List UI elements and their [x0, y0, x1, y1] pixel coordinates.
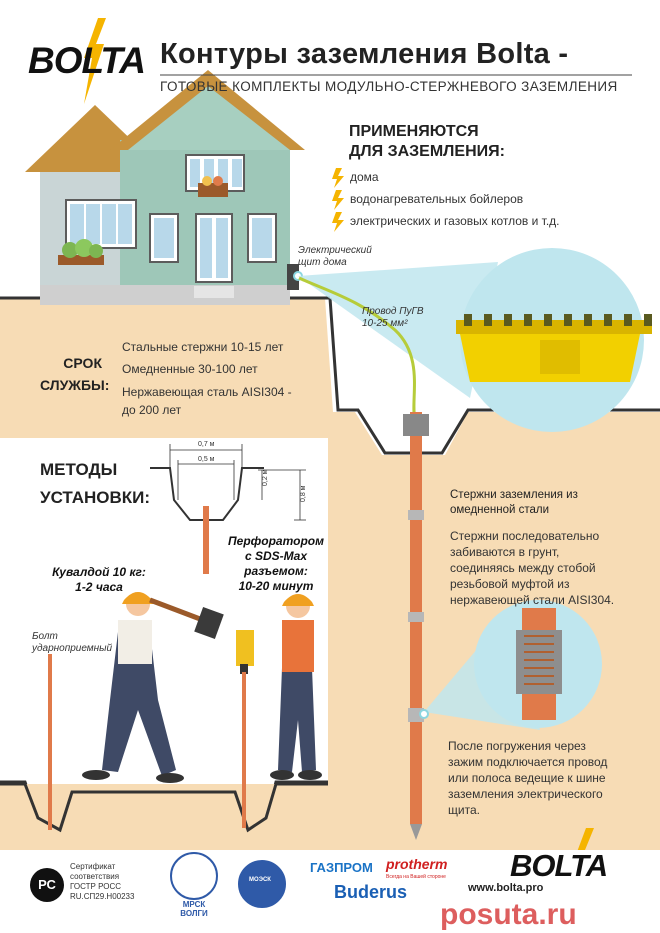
perforator-caption-line: разъемом:	[244, 564, 308, 578]
service-life-item: Нержавеющая сталь AISI304 -	[122, 385, 292, 399]
applies-heading	[349, 122, 505, 162]
bolt-label-line: ударноприемный	[32, 643, 113, 654]
wire-label	[362, 306, 424, 330]
rods-description	[450, 528, 614, 608]
applies-heading-line: ДЛЯ ЗАЗЕМЛЕНИЯ:	[349, 143, 505, 160]
rods-description-line: Стержни последовательно	[450, 529, 600, 543]
rods-connection-note	[448, 738, 607, 818]
mrsk-logo-icon	[170, 852, 218, 900]
service-life-heading-line: СЛУЖБЫ:	[40, 377, 110, 393]
rods-description-line: соединяясь между стобой	[450, 561, 596, 575]
service-life-heading	[40, 352, 110, 396]
bolt-label-line: Болт	[32, 631, 58, 642]
mrsk-logo-line: МРСК	[182, 900, 206, 909]
rods-connection-line: щита.	[448, 803, 480, 817]
sledgehammer-caption-line: Кувалдой 10 кг:	[52, 565, 146, 579]
sledgehammer-caption	[44, 565, 154, 595]
rods-heading	[450, 488, 578, 518]
rods-description-line: нержавеющей стали AISI304.	[450, 593, 615, 607]
rods-connection-line: зажим подключается провод	[448, 755, 608, 769]
dimension-label: 0,2 м	[262, 469, 269, 486]
watermark: posuta.ru	[440, 898, 577, 931]
rods-heading-line: Стержни заземления из	[450, 489, 578, 501]
protherm-logo: protherm	[386, 856, 448, 872]
perforator-caption-line: Перфоратором	[228, 534, 324, 548]
applies-heading-line: ПРИМЕНЯЮТСЯ	[349, 123, 479, 140]
house-illustration	[25, 70, 305, 305]
bolt-label	[32, 631, 112, 655]
bolta-footer-logo: BOLTA	[510, 848, 608, 883]
rods-connection-line: или полоса ведещие к шине	[448, 771, 606, 785]
applies-item: водонагревательных бойлеров	[350, 192, 524, 206]
mrsk-logo-line: ВОЛГИ	[180, 909, 208, 918]
certificate-line: ГОСТР РОСС	[70, 882, 121, 891]
page-subtitle: ГОТОВЫЕ КОМПЛЕКТЫ МОДУЛЬНО-СТЕРЖНЕВОГО ЗАЗЕМЛЕНИЯ	[160, 79, 618, 94]
dimension-label: 0,7 м	[198, 441, 215, 448]
certificate-text	[70, 862, 134, 902]
gazprom-logo: ГАЗПРОМ	[310, 860, 373, 875]
rods-connection-line: заземления электрического	[448, 787, 603, 801]
striking-bolt-rod	[48, 654, 52, 830]
rods-heading-line: омедненной стали	[450, 504, 550, 516]
bolta-logo: BOLTA	[28, 40, 145, 81]
rst-certificate-icon: РС	[30, 868, 64, 902]
applies-item: электрических и газовых котлов и т.д.	[350, 214, 560, 228]
buderus-logo: Buderus	[334, 882, 408, 902]
sledgehammer-caption-line: 1-2 часа	[75, 580, 123, 594]
certificate-line: соответствия	[70, 872, 120, 881]
perforator-caption	[224, 534, 328, 594]
perforator-caption-line: 10-20 минут	[238, 579, 314, 593]
moesk-logo-icon	[238, 860, 286, 908]
certificate-line: RU.СП29.Н00233	[70, 892, 135, 901]
service-life-item: до 200 лет	[122, 403, 182, 417]
protherm-tagline: Всегда на Вашей стороне	[386, 874, 446, 880]
rods-description-line: резьбовой муфтой из	[450, 577, 570, 591]
wire-label-line: Провод ПуГВ	[362, 306, 424, 317]
methods-heading-line: МЕТОДЫ	[40, 460, 118, 479]
moesk-logo: МОЭСК	[249, 877, 271, 883]
methods-heading	[40, 456, 150, 512]
rods-connection-line: После погружения через	[448, 739, 586, 753]
service-life-item: Стальные стержни 10-15 лет	[122, 340, 284, 354]
website-link[interactable]: www.bolta.pro	[468, 882, 544, 894]
ground-busbar-illustration	[456, 314, 652, 382]
applies-item: дома	[350, 170, 379, 184]
dimension-label: 0,8 м	[300, 485, 307, 502]
panel-label	[298, 245, 372, 269]
panel-label-line: Электрический	[298, 245, 372, 256]
certificate-line: Сертификат	[70, 862, 116, 871]
dimension-label: 0,5 м	[198, 456, 215, 463]
panel-label-line: щит дома	[298, 257, 347, 268]
page-title: Контуры заземления Bolta -	[160, 38, 569, 70]
methods-heading-line: УСТАНОВКИ:	[40, 488, 151, 507]
perforator-caption-line: с SDS-Max	[244, 549, 308, 563]
service-life-heading-line: СРОК	[63, 355, 102, 371]
wire-label-line: 10-25 мм²	[362, 318, 408, 329]
rods-description-line: забиваются в грунт,	[450, 545, 560, 559]
service-life-item: Омедненные 30-100 лет	[122, 362, 258, 376]
mrsk-logo	[170, 900, 218, 918]
